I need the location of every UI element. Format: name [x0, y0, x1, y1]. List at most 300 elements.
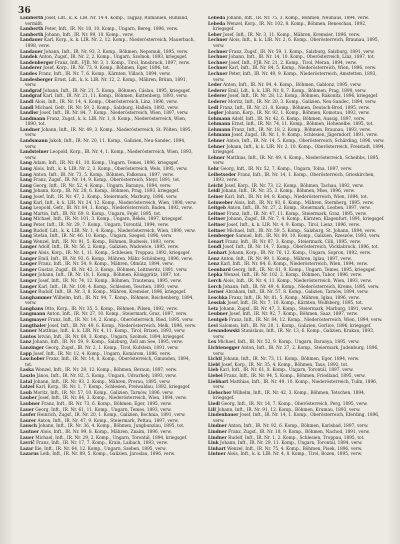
entry-details: Franz, Inft., IR. Nr. 87, 3. Komp., Steiermark, Cilli, 1895, verw. [225, 239, 362, 245]
entry-details: Wenzel, Korp., IR. Nr. 102, 8. Komp., Böhmen, Beneschau, 1892, kriegsgef. [213, 21, 367, 33]
entry-surname: Lang [20, 183, 32, 189]
entry-details: Franz, Zugsf., IR. Nr. 59, 1. Komp., Salzburg, Salzburg, 1891, verw. [228, 49, 375, 55]
entry-details: Johann, Inft., IR. Nr. 49, 4. Komp., Niederösterreich, Krems, 1895, verw. [223, 284, 380, 290]
entry-details: Josef, Inft., IR. Nr. 28, 12. Komp., Böhmen, Rakonitz, 1896, kriegsgef. [227, 94, 379, 100]
entry-surname: Laska [20, 368, 34, 374]
entry-details: Matthias, Inft., IR. Nr. 49, 10. Komp., Niederösterreich, Tulln, 1896, verw. [213, 379, 378, 391]
entry-details: Jakob, Inft., IR. Nr. 20, 11. Komp., Galizien, Neu-Sandec, 1894, verw. [25, 139, 186, 150]
entry-surname: Lenart [208, 239, 224, 245]
entry-surname: Lapp [20, 351, 32, 357]
entry-details: Salomon, Inft., IR. Nr. 20, 1. Komp., Galizien, Gorlice, 1896, kriegsgef. [219, 323, 372, 329]
entry-surname: Lichtenegger [208, 346, 240, 352]
entry-surname: Lex [208, 340, 217, 346]
entry-details: Josef, Inft., IR. Nr. 7, 10. Komp., Kärnten, Wolfsberg, 1895, tot. [227, 301, 364, 307]
entry-details: Franz, Inft., IR. Nr. 21, 8. Komp., Böhmen, Deutsch-Brod, 1895, verw. [219, 105, 370, 111]
entry-details: Adam, Inft., IR. Nr. 61, 10. Komp., Ungarn, Temes, 1896, kriegsgef. [33, 161, 179, 167]
entry-surname: Lechner [208, 60, 228, 66]
entry-surname: Leder [208, 83, 222, 89]
entry-surname: Langhammer [20, 295, 52, 301]
entry-surname: Landsmann [20, 139, 48, 145]
entry-details: Anton, Inft., IR. Nr. 14, 5. Komp., Oberösterreich, Schärding, 1896, verw. [226, 139, 385, 145]
entry-surname: Lang [20, 239, 32, 245]
entry-surname: Lerch [208, 278, 222, 284]
entry-surname: Letz [208, 306, 219, 312]
entry-details: Johann, Korp., IR. Nr. 76, 12. Komp., Ungarn, Sopron, 1892, verw. [228, 250, 372, 256]
entry-details: Anton, Inft., IR. Nr. 27, 2. Komp., Steiermark, Leoben, 1897, verw. [227, 206, 371, 212]
entry-surname: Lindner [208, 424, 227, 430]
entry-details: Karl, Inft., IR. Nr. 84, 6. Komp., Niederösterreich, Wien, 1894, verw. [220, 262, 369, 268]
entry-surname: Leitgeb [208, 206, 226, 212]
entry-details: Johann, Inft., IR. Nr. 59, 9. Komp., Salzburg, Zell am See, 1895, verw. [32, 340, 183, 346]
entry-surname: Lanner [20, 329, 37, 335]
list-item [208, 38, 386, 49]
entry-details: Wilhelm, Inft., IR. Nr. 42, 3. Komp., Böhmen, Tetschen, 1894, kriegsgef. [213, 390, 366, 402]
entry-details: Josef, Inft., k. k. LIR. Nr. 4, 9. Komp., Tirol, Lienz, 1896, verw. [226, 222, 361, 228]
entry-surname: Lechner [208, 71, 228, 77]
entry-surname: Lewandowski [208, 329, 240, 335]
entry-details: Georg, Inft., IR. Nr. 52, 7. Komp., Ungarn, Tolna, 1897, verw. [220, 167, 353, 173]
entry-surname: Link [208, 441, 219, 447]
entry-surname: Lautner [20, 429, 39, 435]
entry-surname: Langer [20, 284, 37, 290]
entry-surname: Lang [20, 167, 32, 173]
entry-details: Anton, Inft., IR. Nr. 47, 9. Komp., Steiermark, Pettau, 1897, verw. [37, 418, 179, 424]
list-item [208, 173, 386, 184]
entry-details: Josef, Inft., FJB. Nr. 21, 2. Komp., Tirol, Meran, 1894, verw. [228, 60, 357, 66]
entry-details: Michael, Gefr., IR. Nr. 59, 2. Komp., Salzburg, Hallein, 1892, verw. [34, 105, 179, 111]
entry-surname: Lendl [208, 245, 222, 251]
list-item [20, 16, 198, 27]
entry-surname: Linhart [208, 446, 226, 452]
entry-details: Franz, Inft., IR. Nr. 17, 7. Komp., Krain, Laibach, 1893, verw. [36, 441, 168, 447]
entry-surname: Lamberth [20, 16, 44, 21]
entry-surname: Leber [208, 32, 222, 38]
entry-details: Johann, Inft., IR. Nr. 29, 11. Komp., Ungarn, Torontál, 1894, verw. [220, 441, 363, 447]
entry-surname: Laschober [20, 357, 45, 363]
entry-details: Stefan, Inft., IR. Nr. 46, 10. Komp., Ungarn, Szeged, 1896, verw. [33, 234, 173, 240]
entry-surname: Lerch [208, 284, 222, 290]
entry-surname: Landgraf [20, 94, 42, 100]
entry-details: Johann, Korp., IR. Nr. 92, 1. Komp., Böhmen, Komotau, 1892, verw. [224, 111, 370, 117]
entry-details: Peter, Inft., IR. Nr. 18, 10. Komp., Ungarn, Bereg, 1896, verw. [44, 27, 179, 33]
entry-details: Johann, Korp., IR. Nr. 28, 6. Komp., Böhmen, Prag, 1893, kriegsgef. [33, 189, 180, 195]
entry-surname: Langer [20, 273, 37, 279]
list-item [20, 296, 198, 307]
entry-surname: Leibetseder [208, 172, 237, 178]
list-item [208, 452, 386, 458]
entry-details: Rudolf, Inft., IR. Nr. 3, 8. Komp., Mähren, Kremsier, 1896, kriegsgef. [38, 290, 187, 296]
entry-surname: Lang [20, 211, 32, 217]
entry-details: Karl, Inft., IR. Nr. 84, 8. Komp., Niederösterreich, Wien, 1894, tot. [224, 195, 369, 200]
entry-surname: Landerer [20, 66, 42, 72]
entry-details: Franz, Inft., IR. Nr. 73, 6. Komp., Böhmen, Eger, 1895, verw. [41, 401, 172, 407]
entry-surname: Liebhart [208, 379, 229, 385]
entry-surname: Leutgeb [208, 318, 228, 324]
entry-surname: Lang [20, 189, 32, 195]
entry-surname: Lauber [20, 396, 37, 402]
entry-details: Wilhelm, Inft., IR. Nr. 94, 7. Komp., Böhmen, Reichenberg, 1894, verw. [25, 295, 194, 307]
entry-details: Johann, Inft., IR. Nr. 75, 3. Komp., Böhmen, Neuhaus, 1894, verw. [226, 16, 369, 21]
entry-surname: Lazarus [20, 452, 39, 458]
entry-surname: Laubner [20, 401, 40, 407]
entry-surname: Lehner [208, 139, 225, 145]
list-item [208, 145, 386, 156]
entry-surname: Langer [20, 262, 37, 268]
entry-details: Johann, Inft., k. k. LIR. Nr. 2, 10. Komp., Oberösterreich, Freistadt, 1894, kriegsgef. [213, 144, 385, 156]
entry-details: Karl, Inft., IR. Nr. 61, 8. Komp., Ungarn, Torontál, 1897, verw. [219, 368, 354, 374]
entry-surname: Lantos [20, 334, 37, 340]
entry-surname: Landl [20, 99, 34, 105]
entry-surname: Landner [20, 127, 40, 133]
entry-details: Josef, Inft., IR. Nr. 74, 12. Komp., Böhmen, Trautenau, 1895, verw. [38, 278, 182, 284]
entry-details: Karl, Inft., IR. Nr. 84, 5. Komp., Niederösterreich, Wien, 1896, verw. [228, 66, 377, 72]
entry-surname: Lang [20, 172, 32, 178]
list-item [20, 117, 198, 128]
entry-details: Michael, Inft., IR. Nr. 52, 9. Komp., Ungarn, Baranya, 1895, verw. [217, 340, 360, 346]
entry-surname: Leschka [208, 295, 228, 301]
entry-details: Josef, Korp., IR. Nr. 73, 12. Komp., Böhmen, Tachau, 1892, verw. [224, 183, 364, 189]
list-item [20, 357, 198, 368]
entry-surname: Lehr [208, 167, 220, 173]
entry-details: Alois, Inft., IR. Nr. 14, 4. Komp., Oberösterreich, Linz, 1896, verw. [34, 99, 178, 105]
entry-surname: Lehmann [208, 122, 231, 128]
entry-details: Franz, Inft., IR. Nr. 94, 5. Komp., Böhmen, Friedland, 1895, verw. [224, 374, 366, 379]
entry-surname: Lang [20, 228, 32, 234]
entry-details: Johann, Inft., IR. Nr. 91, 12. Komp., Böhmen, Krumau, 1893, verw. [217, 407, 361, 413]
entry-details: Michael, Inft., IR. Nr. 101, 3. Komp., Ungarn, Békés, 1897, kriegsgef. [33, 217, 183, 223]
entry-details: Josef, Ldt., k. k. LIR. Nr. 14 4. Komp., Tagpay, Rumänien, Rußland, vermißt. [25, 16, 189, 27]
entry-details: Franz, Inft., IR. Nr. 47, 11. Komp., Steiermark, Graz, 1895, verw. [226, 211, 367, 217]
entry-details: Johann, Inft., IR. Nr. 49, 3. Komp., Niederösterreich, St. Pölten, 1895, verw. [25, 127, 192, 139]
entry-details: Georg, Inft., IR. Nr. 61, 11. Komp., Ungarn, Temes, 1893, verw. [35, 407, 172, 413]
entry-details: Martin, Inft., IR. Nr. 69, 8. Komp., Ungarn, Fejér, 1895, tot. [33, 211, 162, 217]
entry-surname: Lindner [208, 435, 227, 441]
entry-details: Ernst, Ldt., k. k. LIR. Nr. 12, 2. Komp., Mähren, Brünn, 1891, verw. [25, 77, 187, 89]
entry-surname: Leitner [208, 222, 226, 228]
entry-details: Georg, Zugsf., IR. Nr. 2, 1. Komp., Tirol, Kufstein, 1891, verw. [45, 346, 179, 352]
entry-surname: Lindner [208, 429, 227, 435]
entry-surname: Lang [20, 200, 32, 206]
entry-surname: Landek [20, 55, 38, 61]
entry-details: Alois, Inft., IR. Nr. 99, 8. Komp., Mähren, Znaim, 1896, verw. [40, 429, 172, 435]
entry-details: Samuel, Inft., IR. Nr. 89, 10. Komp., Galizien, Rzeszów, 1893, verw. [235, 234, 381, 240]
entry-details: Otto, Korp., IR. Nr. 35, 5. Komp., Böhmen, Pilsen, 1892, verw. [44, 306, 178, 312]
entry-surname: Lamberth [20, 32, 44, 38]
entry-surname: Latzel [20, 385, 35, 391]
entry-surname: Ledl [208, 105, 219, 111]
entry-surname: Liebscher [208, 390, 232, 396]
entry-details: Franz, Zugsf., IR. Nr. 18, 9. Komp., Böhmen, Nachod, 1891, verw. [228, 429, 370, 435]
entry-details: Georg, Inft., IR. Nr. 61, 9. Komp., Ungarn, Temes, 1895, kriegsgef. [232, 267, 376, 273]
entry-details: Franz, Inft., IR. Nr. 14, 2. Komp., Oberösterreich, Ried, 1895, verw. [47, 318, 194, 324]
entry-surname: Langhans [20, 306, 44, 312]
entry-details: Gustav, Zugsf., IR. Nr. 42, 3. Komp., Böhmen, Leitmeritz, 1891, verw. [38, 267, 188, 273]
entry-details: Josef, Korp., IR. Nr. 73, 9. Komp., Böhmen, Eger, 1896, tot. [43, 66, 171, 72]
entry-surname: Leiner [208, 195, 224, 200]
entry-surname: Lindenbauer [208, 413, 239, 419]
entry-details: Johann, Inft., IR. Nr. 14, 10. Komp., Oberösterreich, Linz, 1897, tot. [228, 55, 375, 61]
columns [20, 16, 386, 532]
entry-surname: Lang [20, 217, 32, 223]
entry-details: Peter, Inft., IR. Nr. 29, 7. Komp., Ungarn, Torontál, 1894, verw. [33, 222, 170, 228]
entry-details: Franz, Zugsf., k. k. LIR. Nr. 1, 8. Komp., Niederösterreich, Wien, 1890, tot. [25, 116, 187, 128]
entry-surname: Langer [20, 267, 37, 273]
entry-details: Johann, Inft., IR. Nr. 93, 3. Komp., Böhmen, Nepomuk, 1895, verw. [44, 49, 189, 55]
entry-surname: Leidl [208, 189, 220, 195]
entry-surname: Leicht [208, 183, 223, 189]
entry-details: Michael, Inft., IR. Nr. 59, 5. Komp., Salzburg, St. Johann, 1894, verw. [226, 228, 377, 234]
entry-surname: Lang [20, 178, 32, 184]
entry-surname: Lechner [208, 38, 228, 44]
entry-details: Ernst, Inft., IR. Nr. 74, 11. Komp., Böhmen, Hohenelbe, 1895, tot. [231, 122, 374, 128]
entry-details: Josef, Korp., IR. Nr. 35, 4. Komp., Böhmen, Taus, 1892, tot. [221, 362, 349, 368]
list-item [208, 329, 386, 340]
entry-details: Josef, Inft., IR. Nr. 47, 2. Komp., Steiermark, Marburg, 1896, verw. [33, 195, 178, 200]
entry-surname: Lintner [208, 452, 226, 458]
list-item [20, 139, 198, 150]
list-item [20, 150, 198, 161]
entry-details: Franz, Inft., IR. Nr. 81, 5. Komp., Mähren, Iglau, 1896, verw. [228, 295, 360, 301]
entry-surname: Langer [20, 290, 37, 296]
entry-surname: Lieb [208, 368, 219, 374]
entry-details: Alois, Korp., IR. Nr. 1, 11. Komp., Schlesien, Troppau, 1892, kriegsgef. [38, 250, 191, 256]
entry-surname: Liebl [208, 362, 220, 368]
entry-details: Karl, Korp., IR. Nr. 1, 7. Komp., Schlesien, Freiwaldau, 1892, kriegsgef. [35, 385, 191, 391]
page-number: 36 [18, 6, 32, 16]
entry-surname: Lausch [20, 424, 37, 430]
entry-details: Georg, Inft., IR. Nr. 52, 4. Komp., Ungarn, Baranya, 1894, verw. [33, 183, 172, 189]
entry-details: Alois, Inft., IR. Nr. 4, 11. Komp., Niederösterreich, Wien, 1893, verw. [223, 278, 372, 284]
entry-details: Matthias, Inft., k. k. LIR. Nr. 4, 11. Komp., Tirol, Brixen, 1893, verw. [38, 329, 186, 335]
entry-surname: Langer [20, 256, 37, 262]
entry-surname: Lavrič [20, 441, 35, 447]
entry-details: Michael, Inft., IR. Nr. 29, 2. Komp., Ungarn, Torontál, 1894, kriegsgef. [35, 435, 188, 441]
entry-details: Johann, Inft., IR. Nr. 35, 3. Komp., Böhmen, Mies, 1896, verw. [221, 189, 355, 195]
entry-surname: Leonhard [208, 267, 231, 273]
entry-details: Wenzel, Inft., IR. Nr. 102, 2. Komp., Böhmen, Tabor, 1896, verw. [223, 273, 363, 279]
entry-surname: Landgraf [20, 88, 42, 94]
entry-details: Josef, Inft., IR. Nr. 92, 7. Komp., Böhmen, Saaz, 1897, verw. [229, 312, 359, 318]
entry-details: Johann, Inft., IR. Nr. 21, 5. Komp., Böhmen, Cáslau, 1895, kriegsgef. [43, 88, 191, 94]
list-item [20, 128, 198, 139]
right-column [208, 16, 386, 532]
list-item [208, 22, 386, 33]
entry-surname: Landesberger [20, 77, 53, 83]
entry-surname: Leitner [208, 228, 226, 234]
entry-surname: Landes [20, 71, 37, 77]
entry-surname: Landler [20, 111, 39, 117]
entry-surname: Lanzinger [20, 346, 44, 352]
entry-surname: Langmann [20, 312, 46, 318]
entry-surname: Landl [20, 105, 34, 111]
entry-surname: Lill [208, 407, 216, 413]
entry-surname: Lang [20, 234, 32, 240]
list-item [208, 346, 386, 357]
entry-details: Anton, Inft., IR. Nr. 92, 6. Komp., Böhmen, Karlsbad, 1897, verw. [228, 424, 369, 430]
entry-details: Rudolf, Inft., IR. Nr. 1, 2. Komp., Schlesien, Troppau, 1895, tot. [228, 435, 365, 441]
entry-surname: Lemberger [208, 234, 235, 240]
entry-surname: Lerner [208, 290, 225, 296]
entry-surname: Lederer [208, 99, 227, 105]
entry-details: Johann, Inft., IR. Nr. 36, 4. Komp., Böhmen, Jungbunzlau, 1895, tot. [38, 424, 185, 430]
entry-surname: Lang [20, 161, 32, 167]
entry-details: Johann, Inft., IR. Nr. 18, 1. Komp., Böhmen, Königgrätz, 1897, tot. [38, 273, 181, 279]
entry-details: Johann, Inft., IR. Nr. 99, 10. Komp., verw. [44, 32, 134, 38]
entry-surname: Lang [20, 222, 32, 228]
entry-surname: Langer [20, 250, 37, 256]
entry-surname: Langmayer [20, 318, 47, 324]
entry-surname: Legler [208, 111, 224, 117]
entry-surname: Lehmann [208, 133, 231, 139]
entry-surname: Leinweber [208, 200, 233, 206]
entry-surname: Lenz [208, 256, 220, 262]
entry-details: Abraham, Inft., IR. Nr. 57, 8. Komp., Galizien, Tarnów, 1894, verw. [225, 290, 369, 296]
entry-details: Heinrich, Zugsf., IR. Nr. 20, 1. Komp., Galizien, Bochnia, 1891, verw. [37, 413, 186, 419]
entry-details: István, Inft., IR. Nr. 68, 3. Komp., Ungarn, Szolnok, 1894, kriegsgef. [37, 334, 185, 340]
entry-surname: Lechner [208, 55, 228, 61]
entry-surname: Lichtl [208, 357, 222, 363]
entry-surname: Lazar [20, 446, 34, 452]
entry-surname: Lehmann [208, 127, 231, 133]
entry-details: Leopold, Korp., IR. Nr. 4, 1. Komp., Niederösterreich, Wien, 1893, verw. [25, 150, 193, 161]
entry-details: Ilie, Inft., IR. Nr. 64, 12. Komp., Ungarn, Szeben, 1895, verw. [34, 446, 167, 452]
list-item [208, 156, 386, 167]
entry-details: Karl, Inft., IR. Nr. 21, 11. Komp., Böhmen, Kuttenberg, 1893, verw. [43, 94, 188, 100]
entry-surname: Liedl [208, 401, 220, 407]
list-item [208, 72, 386, 83]
entry-details: Rudolf, Ldt., k. k. LIR. Nr. 1, 4. Komp., Niederösterreich, Wien, 1890, verw. [33, 228, 196, 234]
list-item [20, 452, 198, 458]
entry-surname: Landmann [20, 116, 46, 122]
entry-surname: Langthaler [20, 323, 47, 329]
entry-details: Josef, Inft., IR. Nr. 84, 7. Komp., Niederösterreich, Wien, 1897, verw. [39, 111, 189, 117]
entry-details: Alois, Inft., k. k. LIR. Nr. 4, 8. Komp., Tirol, Bozen, 1895, verw. [227, 452, 363, 458]
entry-details: Josef, Inft., IR. Nr. 3, 11. Komp., Mähren, Kremsier, 1896, verw. [223, 32, 361, 38]
entry-details: Anton, Inft., IR. Nr. 94, 4. Komp., Böhmen, Gablonz, 1895, verw. [223, 83, 362, 89]
entry-details: Alois, Inft., IR. Nr. 93, 6. Komp., Mähren, Sternberg, 1895, verw. [234, 200, 374, 206]
entry-details: Josef, Inft., IR. Nr. 14, 1. Komp., Oberösterreich, Eferding, 1896, verw. [213, 413, 380, 424]
entry-surname: Liebel [208, 374, 223, 379]
entry-surname: Landauer [20, 38, 43, 44]
entry-surname: Lepka [208, 273, 223, 279]
entry-details: Franz, Inft., IR. Nr. 84, 12. Komp., Niederösterreich, Wien, 1894, verw. [228, 318, 383, 324]
entry-surname: Laurer [20, 418, 37, 424]
entry-surname: Lechner [208, 49, 228, 55]
entry-details: Anton, Zugsf., IR. Nr. 2, 2. Komp., Ungarn, Szolnok, 1893, kriegsgef. [38, 55, 188, 61]
entry-details: Emil, Inft., IR. Nr. 93, 6. Komp., Mähren, Mähr.-Schönberg, 1896, verw. [38, 256, 193, 262]
entry-details: Johann, Inft., IR. Nr. 93, 2. Komp., Mähren, Prerau, 1895, verw. [33, 379, 171, 385]
entry-details: Leopold, Gefr., IR. Nr. 84, 1. Komp., Niederösterreich, Baden, 1892, verw. [33, 206, 193, 212]
entry-surname: Lehner [208, 155, 225, 161]
entry-details: Adolf, Inft., IR. Nr. 42, 6. Komp., Böhmen, Aussig, 1897, verw. [231, 116, 366, 122]
entry-surname: Landenberger [20, 60, 54, 66]
list-item [20, 38, 198, 49]
entry-surname: Lanz [20, 340, 32, 346]
entry-surname: Latal [20, 379, 33, 385]
entry-surname: Lenhart [208, 250, 227, 256]
entry-surname: Lebeda [208, 21, 226, 27]
entry-details: Franz, Inft., FJB. Nr. 3, 1. Komp., Tirol, Innsbruck, 1897, verw. [54, 60, 191, 66]
entry-details: Karl, Inft., IR. Nr. 100, 4. Komp., Schlesien, Teschen, 1893, verw. [38, 284, 179, 290]
entry-details: Georg, Inft., IR. Nr. 14, 7. Komp., Oberösterreich, Perg, 1895, verw. [221, 401, 368, 407]
entry-surname: Lenz [208, 262, 220, 268]
entry-details: Franz, Inft., IR. Nr. 54, 9. Komp., Mähren, Olmütz, 1894, verw. [38, 262, 174, 268]
entry-surname: Langer [20, 245, 37, 251]
entry-details: Franz, Inft., IR. Nr. 7, 6. Komp., Kärnten, Villach, 1894, verw. [38, 71, 171, 77]
entry-details: Matthias, Inft., IR. Nr. 49, 4. Komp., Niederösterreich, Scheibbs, 1895, verw. [213, 155, 380, 167]
entry-details: Wenzel, Inft., IR. Nr. 28, 12. Komp., Böhmen, Beraun, 1897, verw. [35, 368, 178, 374]
list-item [208, 413, 386, 424]
entry-surname: Lessiak [208, 301, 226, 307]
entry-surname: Landsteiner [20, 150, 49, 156]
entry-surname: Lehner [208, 144, 225, 150]
entry-details: Karl, Inft., k. k. LIR. Nr. 24, 12. Komp., Niederösterreich, Wien, 1898, verw. [33, 200, 197, 206]
entry-details: Josef, Inft., IR. Nr. 49, 6. Komp., Niederösterreich, Melk, 1896, verw. [47, 323, 197, 329]
entry-details: Franz, Inft., IR. Nr. 18, 2. Komp., Böhmen, Braunau, 1893, verw. [231, 127, 371, 133]
left-column [20, 16, 198, 532]
entry-details: Franz, Zugsf., IR. Nr. 14, 9. Komp., Oberösterreich, Steyr, 1891, tot. [33, 178, 181, 184]
entry-details: Josef, Zugsf., IR. Nr. 1, 9. Komp., Schlesien, Jägerndorf, 1891, verw. [231, 133, 378, 139]
entry-surname: Lederer [208, 88, 227, 94]
entry-details: Wenzel, Inft., IR. Nr. 91, 5. Komp., Böhmen, Budweis, 1893, verw. [33, 239, 176, 245]
entry-details: Wenzel, Inft., IR. Nr. 75, 4. Komp., Böhmen, Pisek, 1896, verw. [227, 446, 363, 452]
entry-surname: Leitner [208, 217, 226, 223]
entry-surname: Lederer [208, 94, 227, 100]
entry-surname: Lebeda [208, 16, 226, 21]
entry-surname: Laufer [20, 413, 36, 419]
entry-surname: Laszlo [20, 374, 36, 379]
entry-details: Anton, Inft., IR. Nr. 99, 1. Komp., Mähren, Iglau, 1897, verw. [220, 256, 352, 262]
entry-details: Franz, Inft., IR. Nr. 14, 8. Komp., Oberösterreich, Gmunden, 1894, tot. [25, 357, 190, 368]
entry-details: Peter, Inft., IR. Nr. 49, 9. Komp., Niederösterreich, Amstetten, 1893, verw. [213, 71, 377, 83]
entry-details: Stanislaus, Inft., IR. Nr. 13, 6. Komp., Galizien, Krakau, 1893, verw. [213, 329, 375, 340]
list-item [208, 391, 386, 402]
entry-surname: Leitner [208, 211, 226, 217]
entry-details: Alois, Inft., k. k. LIR. Nr. 2, 3. Komp., Oberösterreich, Wels, 1895, verw. [33, 167, 188, 173]
list-item [208, 380, 386, 391]
entry-surname: Leubner [208, 312, 228, 318]
entry-details: Josef, Inft., IR. Nr. 12, 4. Komp., Ungarn, Komárom, 1896, verw. [33, 351, 172, 357]
list-item [20, 78, 198, 89]
entry-surname: Laub [20, 390, 32, 396]
entry-details: Anton, Inft., IR. Nr. 27, 2. Komp., Steiermark, Judenburg, 1896, verw. [213, 346, 379, 357]
entry-details: Moritz, Inft., IR. Nr. 20, 3. Komp., Galizien, Neu-Sandec, 1894, verw. [227, 99, 377, 105]
entry-details: János, Inft., IR. Nr. 82, 5. Komp., Ungarn, Udvarhely, 1893, verw. [36, 374, 177, 379]
entry-details: Anton, Inft., IR. Nr. 27, 10. Komp., Steiermark, Graz, 1897, verw. [46, 312, 188, 318]
entry-surname: Lang [20, 195, 32, 200]
entry-details: Moritz, Inft., IR. Nr. 57, 10. Komp., Galizien, Tarnów, 1896, verw. [33, 390, 174, 396]
entry-details: Johann, Zugsf., IR. Nr. 7, 4. Komp., Kärnten, Klagenfurt, 1891, kriegsgef. [226, 217, 385, 223]
entry-surname: Lechner [208, 66, 228, 72]
entry-surname: Lauer [20, 435, 34, 441]
entry-details: Franz, Inft., IR. Nr. 14, 1. Komp., Oberösterreich, Grieskirchen, 1893, verw. [213, 172, 375, 184]
entry-details: Karl, Korp., k. k. LIR. Nr. 2, 12. Komp., Niederösterreich, Mauerbach, 1898, verw. [25, 38, 195, 49]
entry-details: Adolf, Inft., IR. Nr. 56, 2. Komp., Galizien, Wadowice, 1895, verw. [38, 245, 180, 251]
entry-details: Johann, Inft., IR. Nr. 73, 11. Komp., Böhmen, Eger, 1894, verw. [223, 357, 360, 363]
entry-surname: Langer [20, 278, 37, 284]
entry-surname: Lang [20, 206, 32, 212]
entry-details: Leib, Inft., IR. Nr. 89, 5. Komp., Galizien, Jaroslau, 1896, verw. [40, 452, 176, 458]
entry-details: Anton, Inft., IR. Nr. 73, 5. Komp., Böhmen, Falkenau, 1897, verw. [33, 172, 174, 178]
entry-details: Emil, Ldt., k. k. LIR. Nr. 8, 7. Komp., Böhmen, Prag, 1890, verw. [227, 88, 367, 94]
entry-details: Alois, Inft., k. k. LIR. Nr. 2, 6. Komp., Oberösterreich, Braunau, 1895, verw. [213, 38, 379, 49]
entry-surname: Lehmann [208, 116, 231, 122]
entry-details: Johann, Zugsf., IR. Nr. 47, 3. Komp., Steiermark, Marburg, 1891, verw. [219, 306, 373, 312]
entry-surname: Lamberth [20, 27, 44, 33]
entry-details: Josef, Inft., IR. Nr. 14, 7. Komp., Oberösterreich, Vöcklabruck, 1896, tot. [222, 245, 379, 251]
entry-surname: Levi [208, 323, 218, 329]
entry-details: Josef, Inft., IR. Nr. 84, 3. Komp., Niederösterreich, Wien, 1894, verw. [38, 396, 187, 402]
